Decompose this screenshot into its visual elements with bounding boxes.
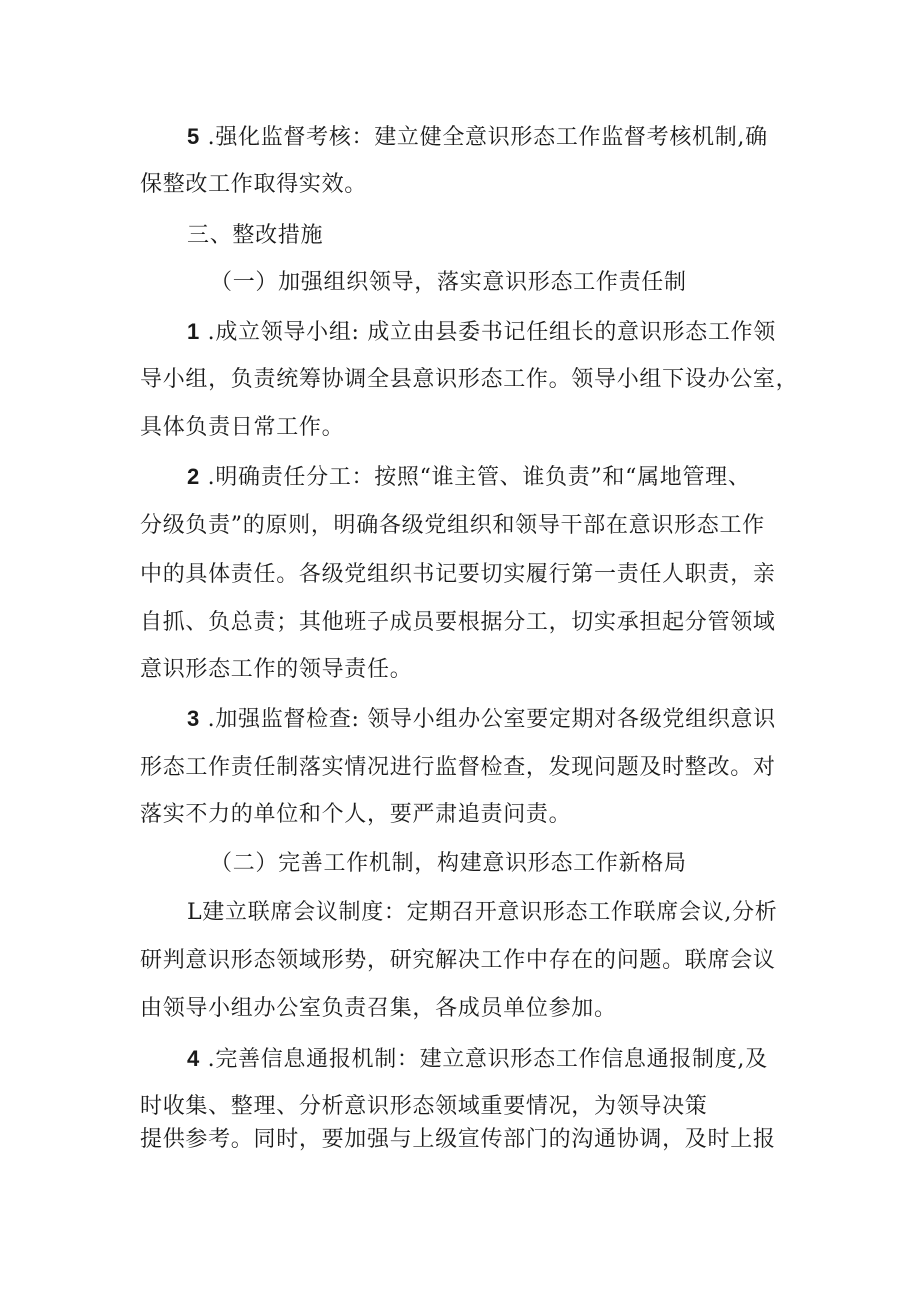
item-l-line-1: L建立联席会议制度：定期召开意识形态工作联席会议,分析 <box>187 900 778 925</box>
item-3-line-1 <box>187 705 776 734</box>
item-text: .完善信息通报机制：建立意识形态工作信息通报制度,及 <box>199 1047 768 1072</box>
subsection-heading-2: （二）完善工作机制，构建意识形态工作新格局 <box>210 851 687 876</box>
subsection-heading-1: （一）加强组织领导，落实意识形态工作责任制 <box>210 270 687 295</box>
item-3-line-3: 落实不力的单位和个人，要严肃追责问责。 <box>140 802 572 827</box>
item-4-line-1 <box>187 1045 768 1074</box>
item-text: .成立领导小组: 成立由县委书记任组长的意识形态工作领 <box>199 320 776 345</box>
section-heading: 三、整改措施 <box>187 223 324 248</box>
item-3-line-2: 形态工作责任制落实情况进行监督检查，发现问题及时整改。对 <box>140 755 776 780</box>
item-1-line-2: 导小组，负责统筹协调全县意识形态工作。领导小组下设办公室， <box>140 367 799 392</box>
item-2-line-5: 意识形态工作的领导责任。 <box>140 657 413 682</box>
item-text: .强化监督考核：建立健全意识形态工作监督考核机制,确 <box>199 125 768 150</box>
item-2-line-2: 分级负责”的原则，明确各级党组织和领导干部在意识形态工作 <box>140 513 765 538</box>
item-4-line-3: 提供参考。同时，要加强与上级宣传部门的沟通协调，及时上报 <box>140 1127 776 1152</box>
item-5-line-2: 保整改工作取得实效。 <box>140 172 368 197</box>
item-number: 1 <box>187 319 200 344</box>
item-text: .加强监督检查: 领导小组办公室要定期对各级党组织意识 <box>199 707 776 732</box>
item-text: .明确责任分工：按照“谁主管、谁负责”和“属地管理、 <box>199 465 751 490</box>
item-1-line-1 <box>187 318 776 347</box>
item-l-line-3: 由领导小组办公室负责召集，各成员单位参加。 <box>140 996 617 1021</box>
item-number: 3 <box>187 706 200 731</box>
item-number: 2 <box>187 464 200 489</box>
item-l-line-2: 研判意识形态领域形势，研究解决工作中存在的问题。联席会议 <box>140 948 776 973</box>
item-1-line-3: 具体负责日常工作。 <box>140 415 345 440</box>
item-number: 5 <box>187 124 200 149</box>
item-2-line-1 <box>187 463 751 492</box>
item-2-line-4: 自抓、负总责；其他班子成员要根据分工，切实承担起分管领域 <box>140 610 776 635</box>
item-5-line-1 <box>187 123 768 152</box>
item-2-line-3: 中的具体责任。各级党组织书记要切实履行第一责任人职责，亲 <box>140 562 776 587</box>
item-number: 4 <box>187 1046 200 1071</box>
item-4-line-2: 时收集、整理、分析意识形态领域重要情况，为领导决策 <box>140 1094 708 1119</box>
